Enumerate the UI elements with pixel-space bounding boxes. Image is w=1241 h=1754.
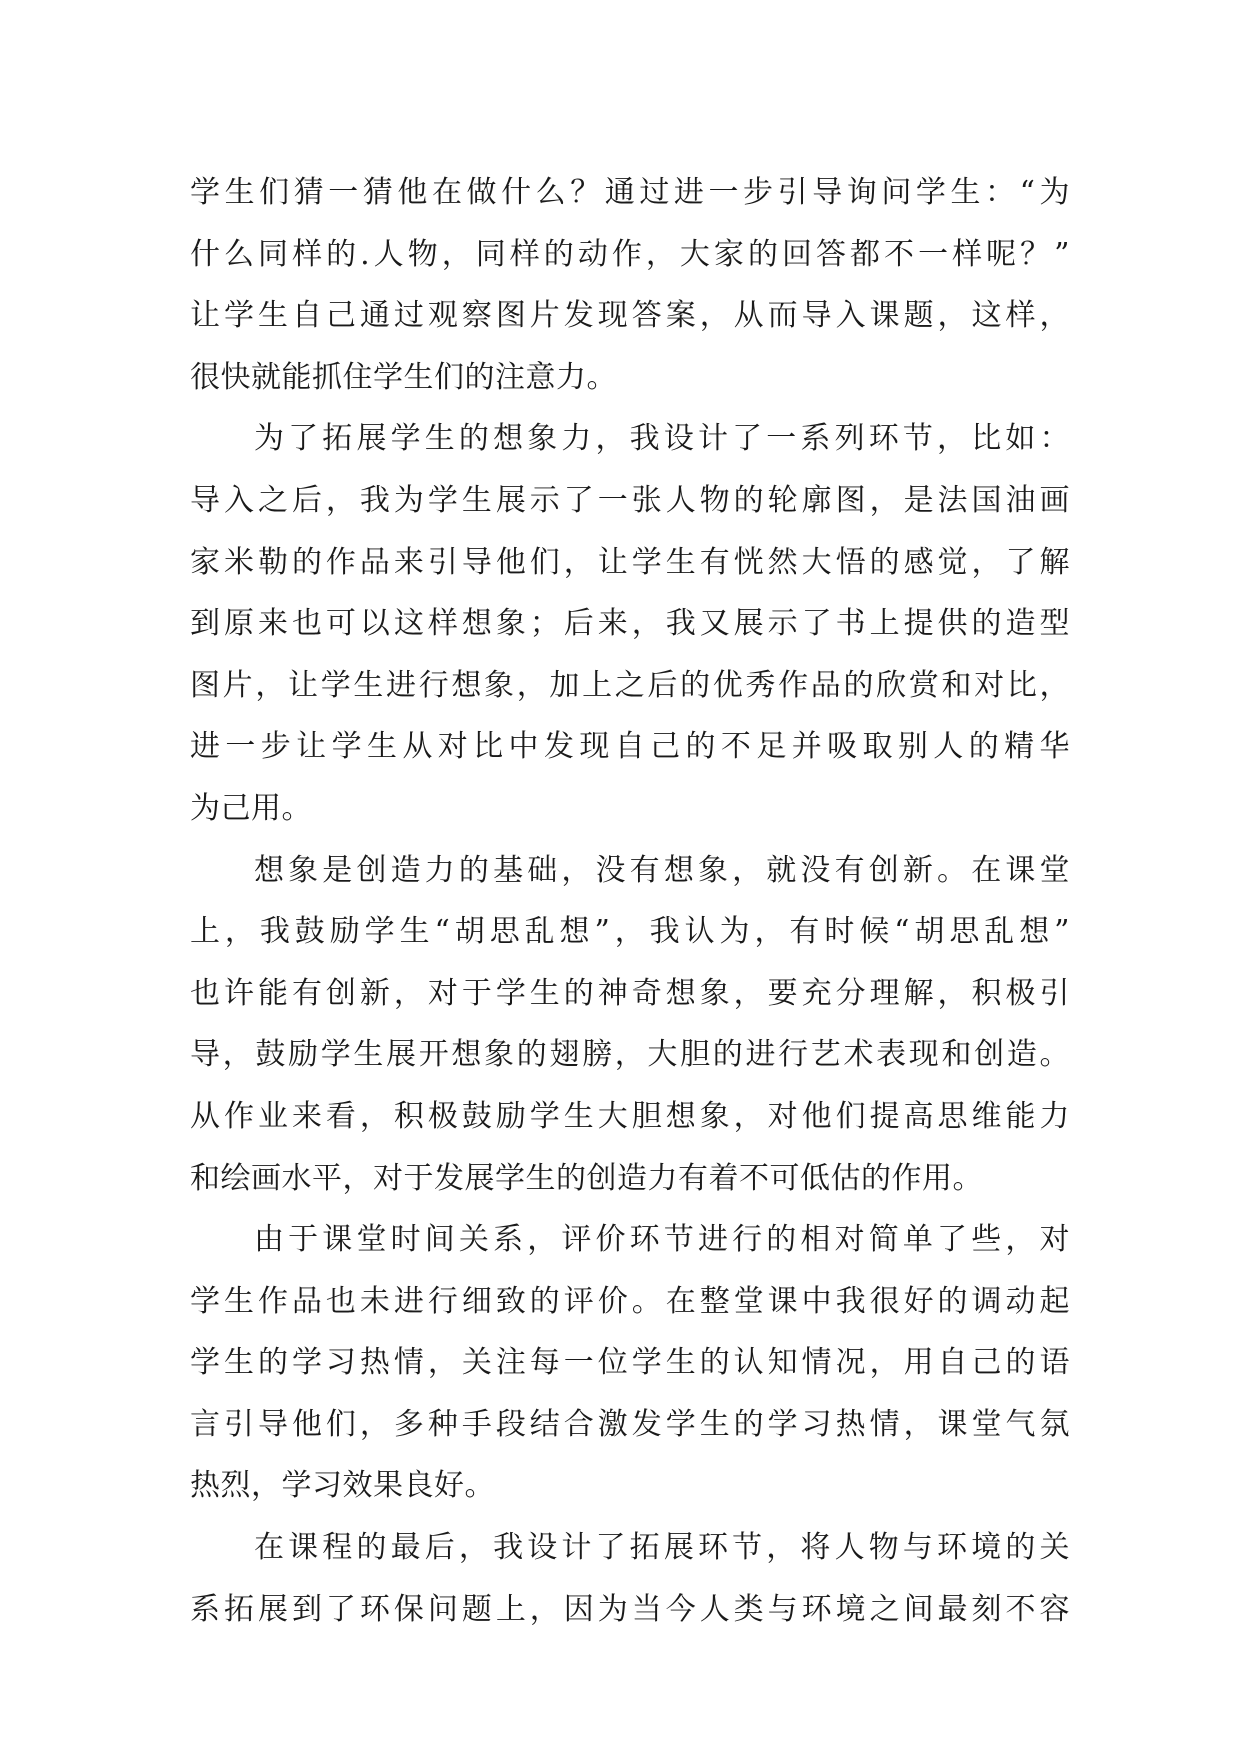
text-line: 让学生自己通过观察图片发现答案，从而导入课题，这样， (190, 298, 1070, 334)
text-line: 什么同样的.人物，同样的动作，大家的回答都不一样呢？” (190, 236, 1070, 272)
text-line: 学生作品也未进行细致的评价。在整堂课中我很好的调动起 (190, 1283, 1070, 1319)
document-body (190, 162, 1070, 1640)
text-line: 家米勒的作品来引导他们，让学生有恍然大悟的感觉，了解 (190, 544, 1070, 580)
text-line: 到原来也可以这样想象；后来，我又展示了书上提供的造型 (190, 606, 1070, 642)
text-line: 从作业来看，积极鼓励学生大胆想象，对他们提高思维能力 (190, 1098, 1070, 1134)
text-line: 导入之后，我为学生展示了一张人物的轮廓图，是法国油画 (190, 482, 1070, 518)
text-line: 想象是创造力的基础，没有想象，就没有创新。在课堂 (254, 852, 1070, 888)
text-line: 进一步让学生从对比中发现自己的不足并吸取别人的精华 (190, 729, 1070, 765)
text-line: 系拓展到了环保问题上，因为当今人类与环境之间最刻不容 (190, 1591, 1070, 1627)
text-line: 图片，让学生进行想象，加上之后的优秀作品的欣赏和对比， (190, 667, 1070, 703)
text-line: 学生们猜一猜他在做什么？通过进一步引导询问学生：“为 (190, 175, 1070, 210)
text-line: 言引导他们，多种手段结合激发学生的学习热情，课堂气氛 (190, 1406, 1070, 1442)
text-line: 为己用。 (190, 790, 312, 826)
text-line: 为了拓展学生的想象力，我设计了一系列环节，比如： (254, 421, 1070, 457)
text-line: 学生的学习热情，关注每一位学生的认知情况，用自己的语 (190, 1345, 1070, 1381)
text-line: 上，我鼓励学生“胡思乱想”，我认为，有时候“胡思乱想” (190, 914, 1070, 950)
text-line: 在课程的最后，我设计了拓展环节，将人物与环境的关 (254, 1530, 1070, 1566)
text-line: 由于课堂时间关系，评价环节进行的相对简单了些，对 (254, 1222, 1070, 1258)
text-line: 和绘画水平，对于发展学生的创造力有着不可低估的作用。 (190, 1160, 983, 1196)
text-line: 也许能有创新，对于学生的神奇想象，要充分理解，积极引 (190, 975, 1070, 1011)
text-line: 导，鼓励学生展开想象的翅膀，大胆的进行艺术表现和创造。 (190, 1037, 1070, 1073)
text-line: 很快就能抓住学生们的注意力。 (190, 359, 617, 395)
text-line: 热烈，学习效果良好。 (190, 1468, 495, 1504)
